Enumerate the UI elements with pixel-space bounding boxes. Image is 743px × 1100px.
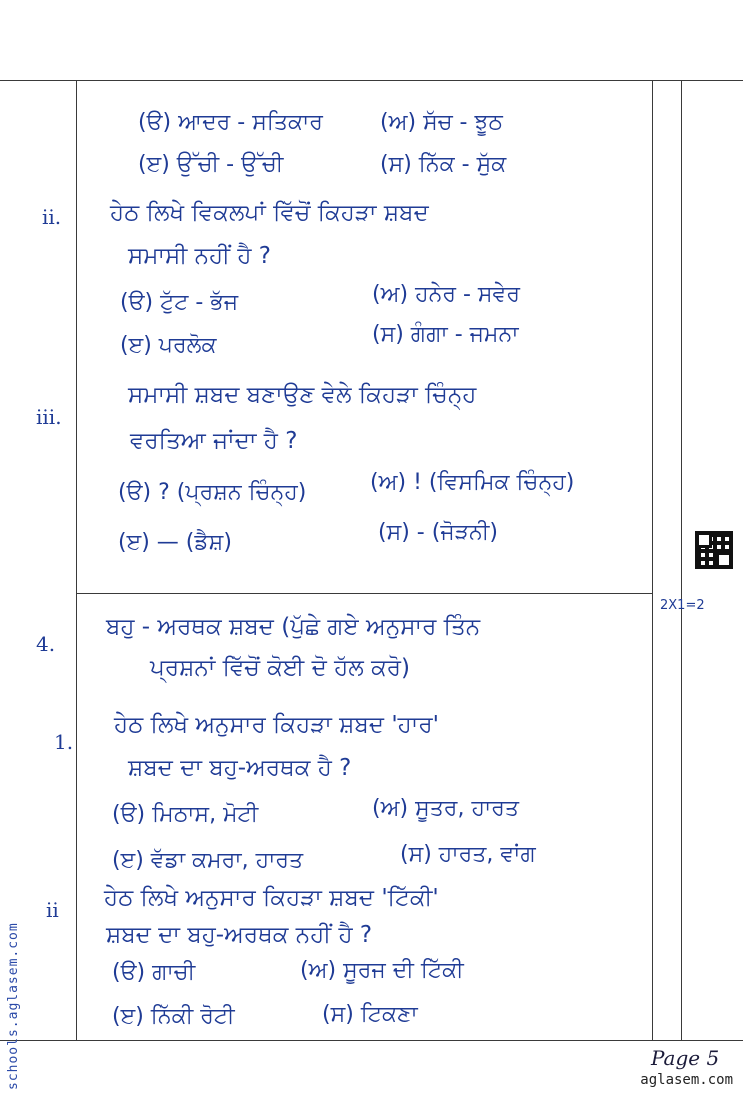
vertical-watermark: schools.aglasem.com <box>6 922 21 1090</box>
question-text: ਹੇਠ ਲਿਖੇ ਅਨੁਸਾਰ ਕਿਹੜਾ ਸ਼ਬਦ 'ਹਾਰ' <box>114 712 439 738</box>
option-b: (ਅ) ! (ਵਿਸਮਿਕ ਚਿੰਨ੍ਹ) <box>370 470 575 495</box>
question-text: ਹੇਠ ਲਿਖੇ ਅਨੁਸਾਰ ਕਿਹੜਾ ਸ਼ਬਦ 'ਟਿੱਕੀ' <box>104 885 439 911</box>
block1-option-b: (ਅ) ਸੱਚ - ਝੂਠ <box>380 110 503 135</box>
right-margin-rule <box>652 80 653 1040</box>
question-text: ਸਮਾਸੀ ਸ਼ਬਦ ਬਣਾਉਣ ਵੇਲੇ ਕਿਹੜਾ ਚਿੰਨ੍ਹ <box>128 382 477 408</box>
marks-label: 2X1=2 <box>660 598 705 613</box>
page-number: Page 5 <box>651 1046 720 1070</box>
question-text: ਸ਼ਬਦ ਦਾ ਬਹੁ-ਅਰਥਕ ਨਹੀਂ ਹੈ ? <box>106 922 373 948</box>
option-b: (ਅ) ਸੂਰਜ ਦੀ ਟਿੱਕੀ <box>300 958 464 983</box>
option-d: (ਸ) ਹਾਰਤ, ਵਾਂਗ <box>400 842 536 867</box>
option-d: (ਸ) ਗੰਗਾ - ਜਮਨਾ <box>372 322 519 347</box>
section-divider <box>76 593 652 594</box>
right-margin-rule-2 <box>681 80 682 1040</box>
question-number: 1. <box>54 730 74 754</box>
block1-option-d: (ਸ) ਨਿੱਕ - ਸੁੱਕ <box>380 152 507 177</box>
question-number: ii. <box>42 205 62 229</box>
option-c: (ੲ) ਪਰਲੋਕ <box>120 333 217 358</box>
question-number: ii <box>46 898 59 922</box>
option-a: (ੳ) ਮਿਠਾਸ, ਮੋਟੀ <box>112 802 259 827</box>
option-b: (ਅ) ਹਨੇਰ - ਸਵੇਰ <box>372 282 520 307</box>
question-text: ਹੇਠ ਲਿਖੇ ਵਿਕਲਪਾਂ ਵਿੱਚੋਂ ਕਿਹੜਾ ਸ਼ਬਦ <box>110 200 429 226</box>
section-heading: ਬਹੁ - ਅਰਥਕ ਸ਼ਬਦ (ਪੁੱਛੇ ਗਏ ਅਨੁਸਾਰ ਤਿੰਨ <box>106 614 481 640</box>
question-text: ਵਰਤਿਆ ਜਾਂਦਾ ਹੈ ? <box>130 428 298 454</box>
section-heading: ਪ੍ਰਸ਼ਨਾਂ ਵਿੱਚੋਂ ਕੋਈ ਦੋ ਹੱਲ ਕਰੋ) <box>150 655 411 681</box>
option-d: (ਸ) - (ਜੋੜਨੀ) <box>378 520 499 545</box>
option-a: (ੳ) ਗਾਚੀ <box>112 960 196 985</box>
site-brand: aglasem.com <box>640 1072 733 1088</box>
option-c: (ੲ) ਨਿੱਕੀ ਰੋਟੀ <box>112 1004 235 1029</box>
question-number: iii. <box>36 405 62 429</box>
bottom-rule <box>0 1040 743 1041</box>
option-c: (ੲ) — (ਡੈਸ਼) <box>118 530 232 555</box>
question-text: ਸ਼ਬਦ ਦਾ ਬਹੁ-ਅਰਥਕ ਹੈ ? <box>128 755 352 781</box>
option-c: (ੲ) ਵੱਡਾ ਕਮਰਾ, ਹਾਰਤ <box>112 848 304 873</box>
option-a: (ੳ) ਟੁੱਟ - ਭੱਜ <box>120 290 239 315</box>
block1-option-a: (ੳ) ਆਦਰ - ਸਤਿਕਾਰ <box>138 110 323 135</box>
option-b: (ਅ) ਸੂਤਰ, ਹਾਰਤ <box>372 796 519 821</box>
block1-option-c: (ੲ) ਉੱਚੀ - ਉੱਚੀ <box>138 152 284 177</box>
question-number: 4. <box>36 632 56 656</box>
qr-code <box>697 533 731 567</box>
top-rule <box>0 80 743 81</box>
option-d: (ਸ) ਟਿਕਣਾ <box>322 1002 418 1027</box>
left-margin-rule <box>76 80 77 1040</box>
question-text: ਸਮਾਸੀ ਨਹੀਂ ਹੈ ? <box>128 243 271 269</box>
option-a: (ੳ) ? (ਪ੍ਰਸ਼ਨ ਚਿੰਨ੍ਹ) <box>118 480 307 505</box>
